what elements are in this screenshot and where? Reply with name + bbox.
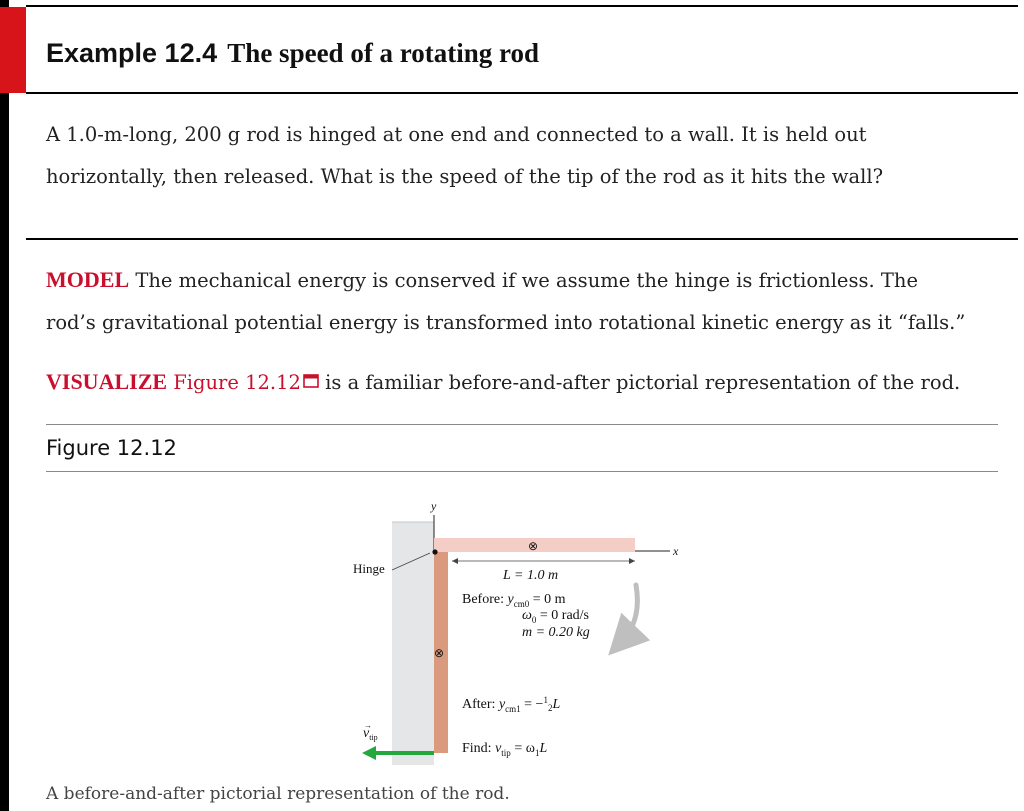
wall bbox=[392, 522, 434, 765]
figure-top-rule bbox=[46, 424, 998, 425]
find-label: Find: $v_{tip} = \omega_1L$ bbox=[462, 741, 548, 758]
popup-window-icon[interactable] bbox=[303, 363, 319, 405]
problem-line-2: horizontally, then released. What is the speed of the tip of the rod as it hits the wall? bbox=[46, 165, 884, 188]
top-rule bbox=[26, 5, 1018, 7]
example-title bbox=[46, 32, 539, 70]
length-label: L = 1.0 m bbox=[503, 568, 559, 583]
velocity-vector-arrow-glyph: → bbox=[364, 721, 372, 730]
example-title-text: The speed of a rotating rod bbox=[227, 38, 540, 68]
length-arrowhead-left bbox=[452, 558, 458, 564]
x-axis-label: x bbox=[673, 544, 679, 558]
hinge-point bbox=[432, 549, 437, 554]
model-line-1: The mechanical energy is conserved if we assume the hinge is frictionless. The bbox=[129, 269, 918, 292]
figure-heading: Figure 12.12 bbox=[46, 436, 177, 460]
cm-symbol-before: ⊗ bbox=[528, 539, 539, 553]
figure-heading-rule bbox=[46, 471, 998, 472]
problem-line-1: A 1.0-m-long, 200 g rod is hinged at one end and connected to a wall. It is held out bbox=[46, 123, 867, 146]
problem-statement bbox=[46, 114, 1006, 198]
model-paragraph bbox=[46, 259, 1006, 344]
before-omega: $\omega_0 = 0$ rad/s bbox=[522, 608, 589, 625]
model-line-2: rod’s gravitational potential energy is transformed into rotational kinetic energy as it “falls.” bbox=[46, 311, 966, 334]
hinge-label: Hinge bbox=[353, 561, 385, 576]
problem-divider bbox=[26, 238, 1018, 240]
cm-symbol-after: ⊗ bbox=[434, 646, 445, 660]
title-divider bbox=[26, 92, 1018, 94]
velocity-label: $v_{tip}$ bbox=[363, 726, 378, 742]
figure-link[interactable]: Figure 12.12 bbox=[173, 371, 301, 394]
rod-figure bbox=[340, 495, 700, 775]
visualize-paragraph bbox=[46, 361, 1006, 405]
example-number: Example 12.4 bbox=[46, 38, 218, 68]
left-accent-bar bbox=[0, 0, 9, 811]
rotation-arrow bbox=[622, 585, 637, 641]
after-label: After: $y_{cm1} = -^1_2L$ bbox=[462, 695, 561, 714]
length-arrowhead-right bbox=[629, 558, 635, 564]
figure-caption: A before-and-after pictorial representation of the rod. bbox=[46, 784, 510, 804]
visualize-label: VISUALIZE bbox=[46, 369, 168, 394]
before-mass: m = 0.20 kg bbox=[522, 625, 590, 640]
left-accent-bar-red bbox=[0, 7, 26, 93]
velocity-arrowhead bbox=[362, 746, 376, 760]
before-label: Before: $y_{cm0} = 0$ m bbox=[462, 592, 566, 609]
model-label: MODEL bbox=[46, 267, 130, 292]
visualize-rest: is a familiar before-and-after pictorial representation of the rod. bbox=[318, 371, 961, 394]
y-axis-label: y bbox=[431, 499, 437, 513]
